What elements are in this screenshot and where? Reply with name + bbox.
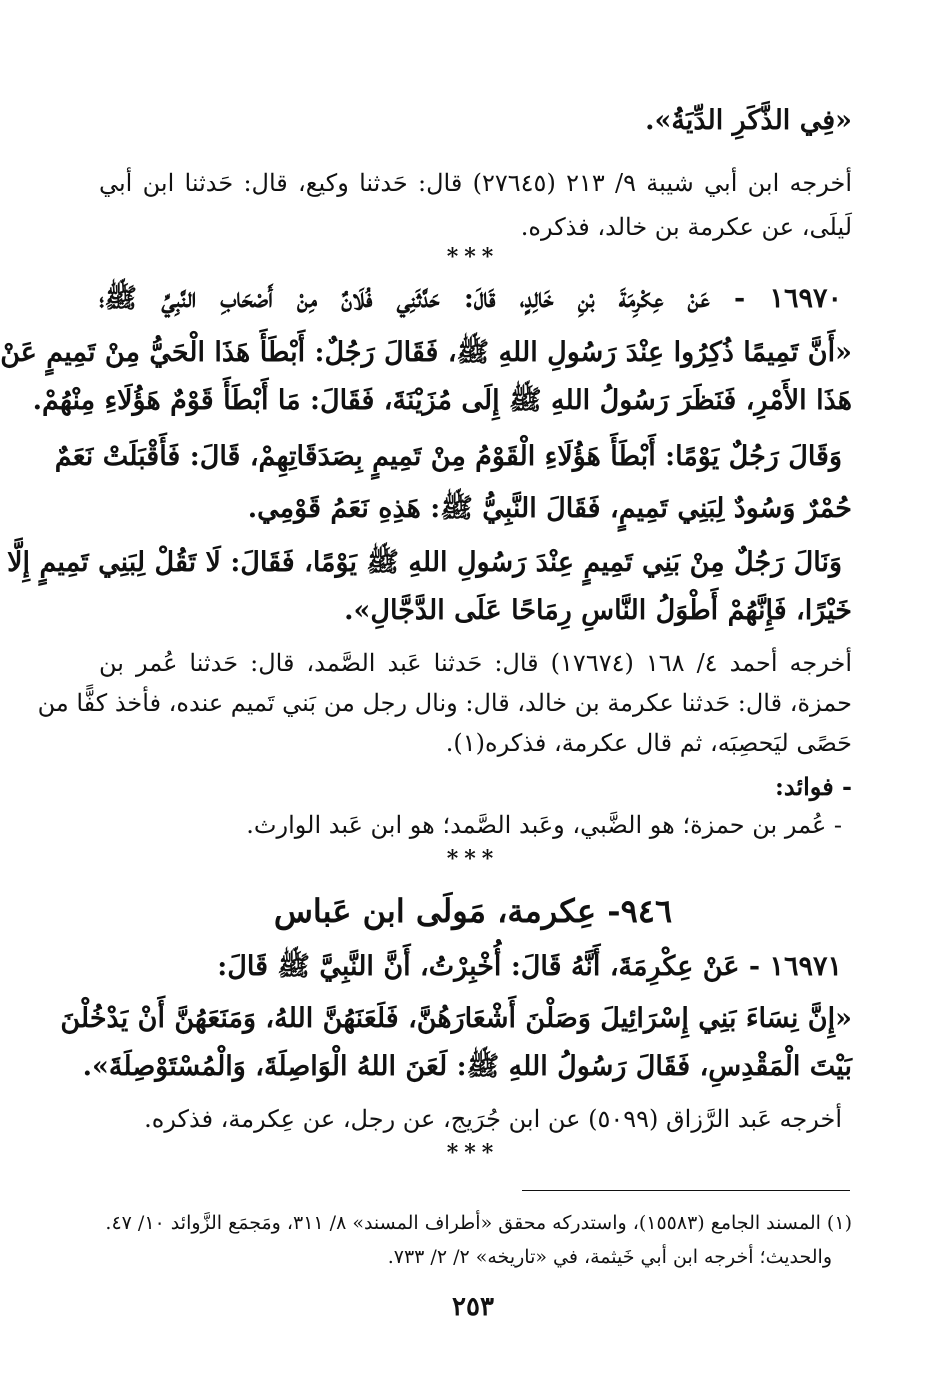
narrator-heading: ٩٤٦- عِكرمة، مَولَى ابن عَباس [273,892,673,930]
benefits-heading: - فوائد: [775,772,852,801]
hadith-text-line: «إِنَّ نِسَاءَ بَنِي إِسْرَائِيلَ وَصَلْنَ أَشْعَارَهُنَّ، فَلَعَنَهُنَّ اللهُ، وَمَنَعَهُنَّ أَنْ يَدْخُلْنَ [60,1003,852,1034]
takhrij-line: حَصًى ليَحصِبَه، ثم قال عكرمة، فذكره(١). [445,729,852,757]
hadith-number-line: ١٦٩٧١ - عَنْ عِكْرِمَةَ، أَنَّهُ قَالَ: أُخْبِرْتُ، أَنَّ النَّبِيَّ ﷺ قَالَ: [217,951,842,982]
takhrij-line: أخرجه ابن أبي شيبة ٩/ ٢١٣ (٢٧٦٤٥) قال: حَدثنا وكيع، قال: حَدثنا ابن أبي [99,169,852,197]
hadith-text-line: حُمْرٌ وَسُودٌ لِبَنِي تَمِيمٍ، فَقَالَ النَّبِيُّ ﷺ: هَذِهِ نَعَمُ قَوْمِي. [247,493,852,524]
section-separator: *** [446,244,500,270]
takhrij-line: لَيلَى، عن عكرمة بن خالد، فذكره. [520,213,852,241]
hadith-text-line: خَيْرًا، فَإِنَّهُمْ أَطْوَلُ النَّاسِ رِمَاحًا عَلَى الدَّجَّالِ». [344,595,852,626]
hadith-text-line: بَيْتَ الْمَقْدِسِ، فَقَالَ رَسُولُ اللهِ ﷺ: لَعَنَ اللهُ الْوَاصِلَةَ، وَالْمُسْتَوْصِلَةَ». [82,1051,852,1082]
takhrij-line: أخرجه عَبد الرَّزاق (٥٠٩٩) عن ابن جُرَيج، عن رجل، عن عِكرمة، فذكره. [144,1105,842,1133]
benefits-item: - عُمر بن حمزة؛ هو الضَّبي، وعَبد الصَّمد؛ هو ابن عَبد الوارث. [246,811,842,839]
hadith-text-line: وَنَالَ رَجُلٌ مِنْ بَنِي تَمِيمٍ عِنْدَ رَسُولِ اللهِ ﷺ يَوْمًا، فَقَالَ: لَا تَقُلْ لِبَنِي تَمِيمٍ إِلَّا [7,547,842,578]
hadith-text-line: «فِي الذَّكَرِ الدِّيَةُ». [645,105,852,136]
page-number: ٢٥٣ [452,1292,494,1322]
footnote-rule [522,1190,850,1191]
hadith-text-line: «أَنَّ تَمِيمًا ذُكِرُوا عِنْدَ رَسُولِ اللهِ ﷺ، فَقَالَ رَجُلٌ: أَبْطَأَ هَذَا الْحَيُّ مِنْ تَمِيمٍ عَنْ [0,337,852,368]
takhrij-line: حمزة، قال: حَدثنا عكرمة بن خالد، قال: ونال رجل من بَني تَميم عنده، فأخذ كفًّا من [37,689,852,717]
hadith-text-line: هَذَا الأَمْرِ، فَنَظَرَ رَسُولُ اللهِ ﷺ إِلَى مُزَيْنَةَ، فَقَالَ: مَا أَبْطَأَ قَوْمٌ هَؤُلَاءِ مِنْهُمْ. [32,385,852,416]
hadith-number-line: ١٦٩٧٠ - عَنْ عِكْرِمَةَ بْنِ خَالِدٍ، قَالَ: حَدَّثَنِي فُلَانٌ مِنْ أَصْحَابِ النَّبِيِّ ﷺ؛ [99,283,842,314]
section-separator: *** [446,846,500,872]
hadith-text-line: وَقَالَ رَجُلٌ يَوْمًا: أَبْطَأَ هَؤُلَاءِ الْقَوْمُ مِنْ تَمِيمٍ بِصَدَقَاتِهِمْ، قَالَ: فَأَقْبَلَتْ نَعَمٌ [54,441,842,472]
takhrij-line: أخرجه أحمد ٤/ ١٦٨ (١٧٦٧٤) قال: حَدثنا عَبد الصَّمد، قال: حَدثنا عُمر بن [99,649,853,677]
footnote-line: (١) المسند الجامع (١٥٥٨٣)، واستدركه محقق «أطراف المسند» ٨/ ٣١١، ومَجمَع الزَّوائد ١٠/ ٤٧. [105,1212,852,1234]
section-separator: *** [446,1140,500,1166]
footnote-line: والحديث؛ أخرجه ابن أبي خَيثمة، في «تاريخه» ٢/ ٢/ ٧٣٣. [387,1246,832,1268]
